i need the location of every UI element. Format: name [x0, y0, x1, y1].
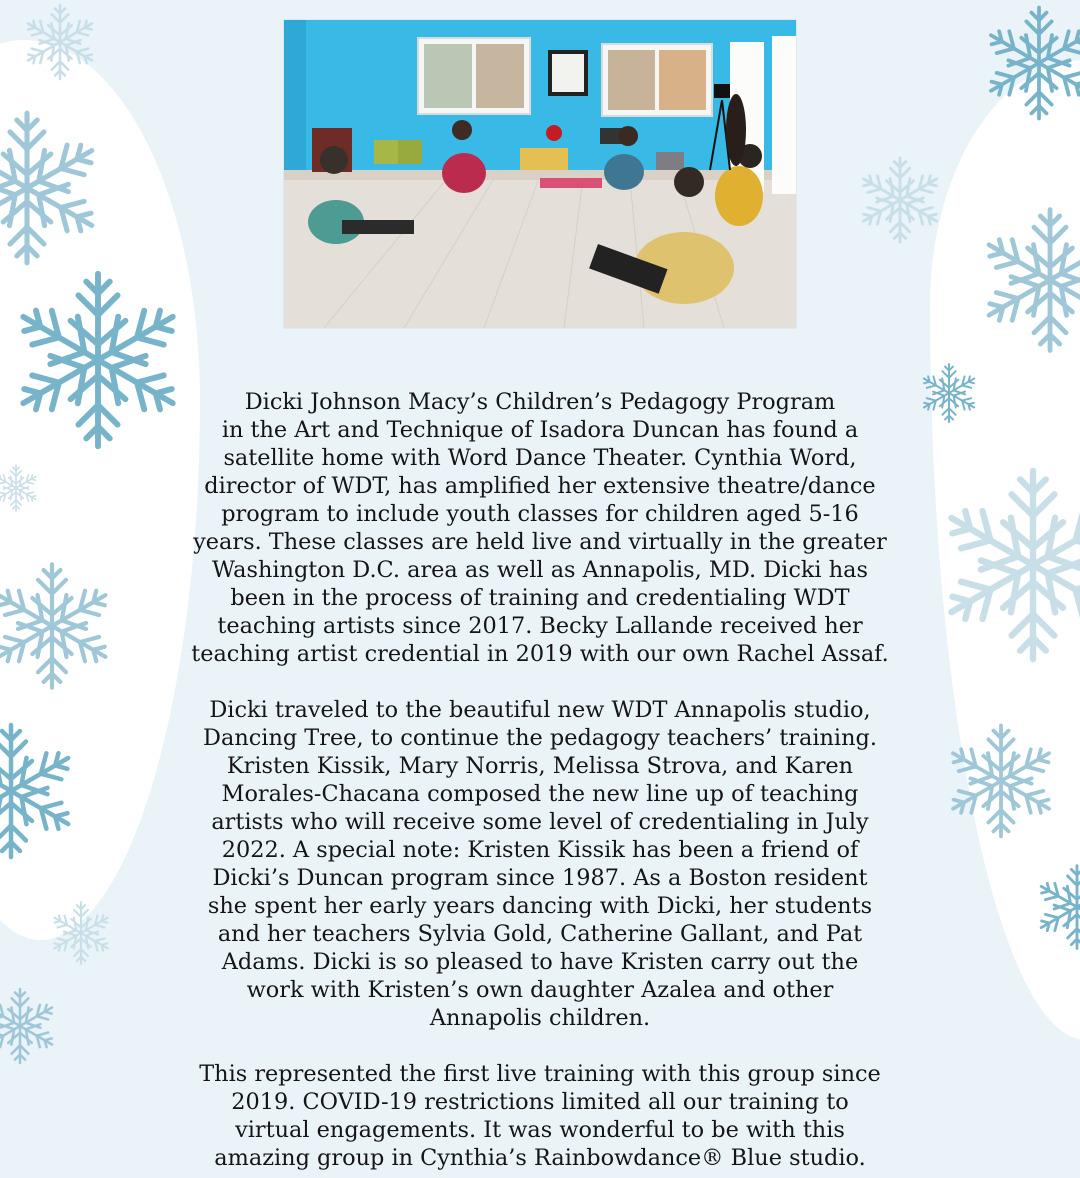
- snowflake-icon: [18, 0, 102, 84]
- snowflake-icon: [0, 103, 112, 273]
- snowflake-icon: [1030, 860, 1080, 954]
- snowflake-icon: [970, 200, 1080, 360]
- snowflake-icon: [926, 458, 1080, 672]
- article-paragraph: Dicki Johnson Macy’s Children’s Pedagogy Program in the Art and Technique of Isadora Duncan has found a satellite home with Word Dance Theater. Cynthia Word, director of WDT, has amplified her extensive theatre/dance program to include youth classes for children aged 5-16 years. These classes are held live and virtually in the greater Washington D.C. area as well as Annapolis, MD. Dicki has been in the process of training and credentialing WDT teaching artists since 2017. Becky Lallande received her teaching artist credential in 2019 with our own Rachel Assaf.: [191, 389, 889, 667]
- snowflake-icon: [0, 984, 62, 1068]
- snowflake-icon: [976, 0, 1080, 126]
- snowflake-icon: [0, 462, 42, 514]
- snowflake-icon: [938, 718, 1064, 844]
- article-body: [140, 388, 940, 1172]
- snowflake-icon: [0, 556, 122, 696]
- snowflake-icon: [0, 716, 86, 866]
- studio-photo: [284, 20, 796, 328]
- snowflake-icon: [852, 152, 948, 248]
- article-paragraph: Dicki traveled to the beautiful new WDT Annapolis studio, Dancing Tree, to continue the pedagogy teachers’ training. Kristen Kissik, Mary Norris, Melissa Strova, and Karen Morales-Chacana composed the new line up of teaching artists who will receive some level of credentialing in July 2022. A special note: Kristen Kissik has been a friend of Dicki’s Duncan program since 1987. As a Boston resident she spent her early years dancing with Dicki, her students and her teachers Sylvia Gold, Catherine Gallant, and Pat Adams. Dicki is so pleased to have Kristen carry out the work with Kristen’s own daughter Azalea and other Annapolis children.: [203, 697, 877, 1031]
- snowflake-icon: [46, 898, 116, 968]
- article-paragraph: This represented the first live training with this group since 2019. COVID-19 restrictions limited all our training to virtual engagements. It was wonderful to be with this amazing group in Cynthia’s Rainbowdance® Blue studio.: [199, 1061, 881, 1171]
